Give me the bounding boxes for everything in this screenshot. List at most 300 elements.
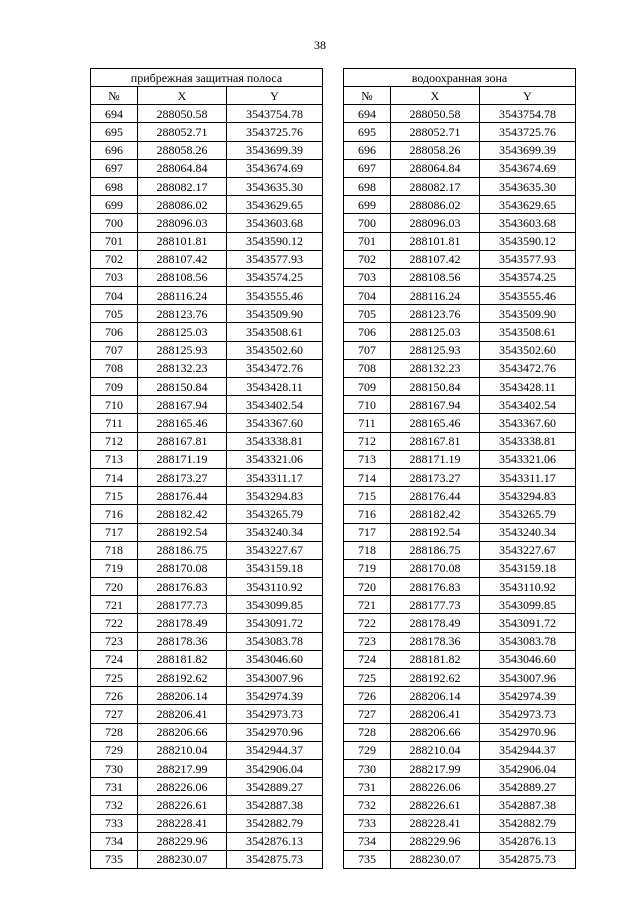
point-number-cell: 728 bbox=[344, 723, 391, 741]
table-row bbox=[344, 578, 576, 596]
table-row bbox=[91, 123, 323, 141]
point-number-cell: 699 bbox=[91, 196, 138, 214]
point-number-cell: 735 bbox=[91, 850, 138, 868]
table-row bbox=[344, 832, 576, 850]
table-row bbox=[91, 705, 323, 723]
point-number-cell: 705 bbox=[91, 305, 138, 323]
table-row bbox=[344, 632, 576, 650]
y-coordinate-cell: 3542887.38 bbox=[227, 796, 323, 814]
x-coordinate-cell: 288206.41 bbox=[138, 705, 227, 723]
x-coordinate-cell: 288181.82 bbox=[138, 650, 227, 668]
table-row bbox=[91, 523, 323, 541]
y-coordinate-cell: 3543091.72 bbox=[227, 614, 323, 632]
x-coordinate-cell: 288165.46 bbox=[138, 414, 227, 432]
point-number-cell: 703 bbox=[344, 268, 391, 286]
point-number-cell: 698 bbox=[344, 177, 391, 195]
table-row bbox=[344, 432, 576, 450]
point-number-cell: 730 bbox=[91, 759, 138, 777]
point-number-cell: 695 bbox=[344, 123, 391, 141]
y-coordinate-cell: 3543311.17 bbox=[480, 468, 576, 486]
x-coordinate-cell: 288229.96 bbox=[138, 832, 227, 850]
x-coordinate-cell: 288101.81 bbox=[138, 232, 227, 250]
table-row bbox=[91, 232, 323, 250]
table-row bbox=[344, 778, 576, 796]
y-coordinate-cell: 3543367.60 bbox=[480, 414, 576, 432]
point-number-cell: 735 bbox=[344, 850, 391, 868]
x-coordinate-cell: 288192.62 bbox=[138, 669, 227, 687]
x-coordinate-cell: 288192.54 bbox=[391, 523, 480, 541]
page-number: 38 bbox=[314, 38, 326, 52]
x-coordinate-cell: 288125.93 bbox=[138, 341, 227, 359]
y-coordinate-cell: 3542889.27 bbox=[480, 778, 576, 796]
y-coordinate-cell: 3543574.25 bbox=[480, 268, 576, 286]
y-coordinate-cell: 3543555.46 bbox=[480, 287, 576, 305]
y-coordinate-cell: 3542876.13 bbox=[227, 832, 323, 850]
table-row bbox=[91, 159, 323, 177]
x-coordinate-cell: 288178.36 bbox=[391, 632, 480, 650]
table-row bbox=[91, 450, 323, 468]
table-row bbox=[344, 414, 576, 432]
x-coordinate-cell: 288182.42 bbox=[391, 505, 480, 523]
point-number-cell: 707 bbox=[91, 341, 138, 359]
y-coordinate-cell: 3543402.54 bbox=[480, 396, 576, 414]
y-coordinate-cell: 3543577.93 bbox=[227, 250, 323, 268]
table-row bbox=[344, 687, 576, 705]
table-row bbox=[91, 832, 323, 850]
y-coordinate-cell: 3543674.69 bbox=[480, 159, 576, 177]
point-number-cell: 707 bbox=[344, 341, 391, 359]
point-number-cell: 722 bbox=[344, 614, 391, 632]
table-row bbox=[91, 396, 323, 414]
x-coordinate-cell: 288116.24 bbox=[138, 287, 227, 305]
y-coordinate-cell: 3543577.93 bbox=[480, 250, 576, 268]
water-protection-zone-table bbox=[343, 68, 576, 869]
x-coordinate-cell: 288206.66 bbox=[391, 723, 480, 741]
table-title: водоохранная зона bbox=[344, 69, 576, 87]
y-coordinate-cell: 3543502.60 bbox=[480, 341, 576, 359]
point-number-cell: 730 bbox=[344, 759, 391, 777]
point-number-cell: 694 bbox=[91, 105, 138, 123]
x-coordinate-cell: 288052.71 bbox=[391, 123, 480, 141]
x-coordinate-cell: 288123.76 bbox=[138, 305, 227, 323]
x-coordinate-cell: 288123.76 bbox=[391, 305, 480, 323]
y-coordinate-cell: 3543629.65 bbox=[227, 196, 323, 214]
table-row bbox=[91, 287, 323, 305]
y-coordinate-cell: 3542882.79 bbox=[227, 814, 323, 832]
y-coordinate-cell: 3543699.39 bbox=[227, 141, 323, 159]
table-row bbox=[344, 378, 576, 396]
table-row bbox=[344, 232, 576, 250]
x-coordinate-cell: 288058.26 bbox=[391, 141, 480, 159]
y-coordinate-cell: 3543007.96 bbox=[227, 669, 323, 687]
point-number-cell: 720 bbox=[344, 578, 391, 596]
x-coordinate-cell: 288096.03 bbox=[391, 214, 480, 232]
point-number-cell: 718 bbox=[91, 541, 138, 559]
table-row bbox=[91, 723, 323, 741]
table-row bbox=[91, 105, 323, 123]
table-row bbox=[344, 287, 576, 305]
y-coordinate-cell: 3543227.67 bbox=[480, 541, 576, 559]
y-coordinate-cell: 3543509.90 bbox=[227, 305, 323, 323]
x-coordinate-cell: 288206.14 bbox=[138, 687, 227, 705]
point-number-cell: 722 bbox=[91, 614, 138, 632]
x-coordinate-cell: 288108.56 bbox=[391, 268, 480, 286]
x-coordinate-cell: 288206.41 bbox=[391, 705, 480, 723]
point-number-cell: 731 bbox=[91, 778, 138, 796]
x-coordinate-cell: 288125.93 bbox=[391, 341, 480, 359]
x-coordinate-cell: 288101.81 bbox=[391, 232, 480, 250]
y-coordinate-cell: 3542889.27 bbox=[227, 778, 323, 796]
point-number-cell: 709 bbox=[91, 378, 138, 396]
x-coordinate-cell: 288217.99 bbox=[138, 759, 227, 777]
column-header-number: № bbox=[91, 87, 138, 105]
table-row bbox=[344, 359, 576, 377]
table-row bbox=[91, 141, 323, 159]
point-number-cell: 696 bbox=[344, 141, 391, 159]
x-coordinate-cell: 288182.42 bbox=[138, 505, 227, 523]
y-coordinate-cell: 3543099.85 bbox=[480, 596, 576, 614]
point-number-cell: 706 bbox=[91, 323, 138, 341]
x-coordinate-cell: 288150.84 bbox=[391, 378, 480, 396]
x-coordinate-cell: 288052.71 bbox=[138, 123, 227, 141]
x-coordinate-cell: 288226.61 bbox=[391, 796, 480, 814]
y-coordinate-cell: 3543046.60 bbox=[480, 650, 576, 668]
y-coordinate-cell: 3543099.85 bbox=[227, 596, 323, 614]
point-number-cell: 697 bbox=[344, 159, 391, 177]
x-coordinate-cell: 288171.19 bbox=[138, 450, 227, 468]
y-coordinate-cell: 3543321.06 bbox=[227, 450, 323, 468]
point-number-cell: 714 bbox=[344, 468, 391, 486]
y-coordinate-cell: 3543110.92 bbox=[227, 578, 323, 596]
point-number-cell: 712 bbox=[344, 432, 391, 450]
y-coordinate-cell: 3543635.30 bbox=[480, 177, 576, 195]
table-row bbox=[91, 741, 323, 759]
coastal-protection-strip-table bbox=[90, 68, 323, 869]
x-coordinate-cell: 288178.49 bbox=[391, 614, 480, 632]
table-row bbox=[91, 196, 323, 214]
point-number-cell: 715 bbox=[344, 487, 391, 505]
y-coordinate-cell: 3542875.73 bbox=[480, 850, 576, 868]
y-coordinate-cell: 3542876.13 bbox=[480, 832, 576, 850]
table-row bbox=[344, 759, 576, 777]
y-coordinate-cell: 3542974.39 bbox=[480, 687, 576, 705]
table-row bbox=[344, 250, 576, 268]
x-coordinate-cell: 288226.06 bbox=[391, 778, 480, 796]
point-number-cell: 708 bbox=[344, 359, 391, 377]
table-row bbox=[91, 214, 323, 232]
table-row bbox=[344, 614, 576, 632]
table-row bbox=[91, 596, 323, 614]
y-coordinate-cell: 3543265.79 bbox=[480, 505, 576, 523]
point-number-cell: 717 bbox=[91, 523, 138, 541]
y-coordinate-cell: 3542882.79 bbox=[480, 814, 576, 832]
y-coordinate-cell: 3542944.37 bbox=[480, 741, 576, 759]
y-coordinate-cell: 3542906.04 bbox=[480, 759, 576, 777]
y-coordinate-cell: 3543007.96 bbox=[480, 669, 576, 687]
point-number-cell: 723 bbox=[91, 632, 138, 650]
table-row bbox=[91, 796, 323, 814]
point-number-cell: 734 bbox=[344, 832, 391, 850]
point-number-cell: 716 bbox=[344, 505, 391, 523]
y-coordinate-cell: 3542906.04 bbox=[227, 759, 323, 777]
y-coordinate-cell: 3543110.92 bbox=[480, 578, 576, 596]
table-row bbox=[344, 341, 576, 359]
point-number-cell: 717 bbox=[344, 523, 391, 541]
y-coordinate-cell: 3542970.96 bbox=[227, 723, 323, 741]
table-row bbox=[91, 487, 323, 505]
x-coordinate-cell: 288229.96 bbox=[391, 832, 480, 850]
x-coordinate-cell: 288170.08 bbox=[138, 559, 227, 577]
x-coordinate-cell: 288064.84 bbox=[138, 159, 227, 177]
point-number-cell: 724 bbox=[344, 650, 391, 668]
x-coordinate-cell: 288107.42 bbox=[391, 250, 480, 268]
y-coordinate-cell: 3543428.11 bbox=[480, 378, 576, 396]
table-title: прибрежная защитная полоса bbox=[91, 69, 323, 87]
y-coordinate-cell: 3543754.78 bbox=[227, 105, 323, 123]
table-row bbox=[344, 177, 576, 195]
x-coordinate-cell: 288132.23 bbox=[138, 359, 227, 377]
x-coordinate-cell: 288086.02 bbox=[138, 196, 227, 214]
point-number-cell: 727 bbox=[344, 705, 391, 723]
point-number-cell: 702 bbox=[91, 250, 138, 268]
point-number-cell: 729 bbox=[344, 741, 391, 759]
y-coordinate-cell: 3542973.73 bbox=[227, 705, 323, 723]
x-coordinate-cell: 288086.02 bbox=[391, 196, 480, 214]
table-row bbox=[344, 523, 576, 541]
y-coordinate-cell: 3543159.18 bbox=[480, 559, 576, 577]
y-coordinate-cell: 3543428.11 bbox=[227, 378, 323, 396]
x-coordinate-cell: 288125.03 bbox=[138, 323, 227, 341]
point-number-cell: 727 bbox=[91, 705, 138, 723]
x-coordinate-cell: 288186.75 bbox=[391, 541, 480, 559]
point-number-cell: 719 bbox=[91, 559, 138, 577]
y-coordinate-cell: 3543574.25 bbox=[227, 268, 323, 286]
y-coordinate-cell: 3543508.61 bbox=[480, 323, 576, 341]
table-row bbox=[344, 505, 576, 523]
x-coordinate-cell: 288107.42 bbox=[138, 250, 227, 268]
x-coordinate-cell: 288228.41 bbox=[138, 814, 227, 832]
y-coordinate-cell: 3543294.83 bbox=[480, 487, 576, 505]
point-number-cell: 703 bbox=[91, 268, 138, 286]
x-coordinate-cell: 288108.56 bbox=[138, 268, 227, 286]
x-coordinate-cell: 288176.44 bbox=[391, 487, 480, 505]
point-number-cell: 700 bbox=[91, 214, 138, 232]
y-coordinate-cell: 3543508.61 bbox=[227, 323, 323, 341]
y-coordinate-cell: 3543555.46 bbox=[227, 287, 323, 305]
table-row bbox=[344, 468, 576, 486]
point-number-cell: 711 bbox=[344, 414, 391, 432]
table-row bbox=[91, 669, 323, 687]
point-number-cell: 732 bbox=[91, 796, 138, 814]
x-coordinate-cell: 288116.24 bbox=[391, 287, 480, 305]
y-coordinate-cell: 3543590.12 bbox=[480, 232, 576, 250]
point-number-cell: 712 bbox=[91, 432, 138, 450]
table-row bbox=[91, 378, 323, 396]
point-number-cell: 720 bbox=[91, 578, 138, 596]
x-coordinate-cell: 288210.04 bbox=[138, 741, 227, 759]
table-row bbox=[91, 541, 323, 559]
point-number-cell: 732 bbox=[344, 796, 391, 814]
point-number-cell: 731 bbox=[344, 778, 391, 796]
y-coordinate-cell: 3543674.69 bbox=[227, 159, 323, 177]
y-coordinate-cell: 3543502.60 bbox=[227, 341, 323, 359]
column-header-y: Y bbox=[227, 87, 323, 105]
table-row bbox=[91, 505, 323, 523]
x-coordinate-cell: 288050.58 bbox=[138, 105, 227, 123]
x-coordinate-cell: 288167.81 bbox=[391, 432, 480, 450]
x-coordinate-cell: 288171.19 bbox=[391, 450, 480, 468]
table-row bbox=[91, 250, 323, 268]
point-number-cell: 714 bbox=[91, 468, 138, 486]
x-coordinate-cell: 288217.99 bbox=[391, 759, 480, 777]
table-row bbox=[344, 541, 576, 559]
y-coordinate-cell: 3543725.76 bbox=[227, 123, 323, 141]
x-coordinate-cell: 288165.46 bbox=[391, 414, 480, 432]
column-header-x: X bbox=[138, 87, 227, 105]
point-number-cell: 726 bbox=[91, 687, 138, 705]
point-number-cell: 713 bbox=[344, 450, 391, 468]
point-number-cell: 710 bbox=[91, 396, 138, 414]
point-number-cell: 699 bbox=[344, 196, 391, 214]
x-coordinate-cell: 288170.08 bbox=[391, 559, 480, 577]
point-number-cell: 721 bbox=[91, 596, 138, 614]
table-row bbox=[344, 814, 576, 832]
y-coordinate-cell: 3543629.65 bbox=[480, 196, 576, 214]
table-row bbox=[344, 159, 576, 177]
y-coordinate-cell: 3543046.60 bbox=[227, 650, 323, 668]
table-row bbox=[344, 141, 576, 159]
x-coordinate-cell: 288192.54 bbox=[138, 523, 227, 541]
table-row bbox=[91, 614, 323, 632]
y-coordinate-cell: 3543725.76 bbox=[480, 123, 576, 141]
point-number-cell: 698 bbox=[91, 177, 138, 195]
y-coordinate-cell: 3543402.54 bbox=[227, 396, 323, 414]
point-number-cell: 701 bbox=[344, 232, 391, 250]
table-row bbox=[344, 268, 576, 286]
point-number-cell: 733 bbox=[344, 814, 391, 832]
table-row bbox=[91, 414, 323, 432]
point-number-cell: 700 bbox=[344, 214, 391, 232]
table-row bbox=[344, 450, 576, 468]
y-coordinate-cell: 3542875.73 bbox=[227, 850, 323, 868]
y-coordinate-cell: 3543754.78 bbox=[480, 105, 576, 123]
table-row bbox=[344, 850, 576, 868]
point-number-cell: 706 bbox=[344, 323, 391, 341]
column-header-number: № bbox=[344, 87, 391, 105]
point-number-cell: 729 bbox=[91, 741, 138, 759]
y-coordinate-cell: 3542887.38 bbox=[480, 796, 576, 814]
x-coordinate-cell: 288181.82 bbox=[391, 650, 480, 668]
x-coordinate-cell: 288176.83 bbox=[391, 578, 480, 596]
x-coordinate-cell: 288178.36 bbox=[138, 632, 227, 650]
point-number-cell: 721 bbox=[344, 596, 391, 614]
x-coordinate-cell: 288192.62 bbox=[391, 669, 480, 687]
table-row bbox=[91, 268, 323, 286]
table-row bbox=[91, 432, 323, 450]
x-coordinate-cell: 288228.41 bbox=[391, 814, 480, 832]
y-coordinate-cell: 3542973.73 bbox=[480, 705, 576, 723]
x-coordinate-cell: 288176.83 bbox=[138, 578, 227, 596]
x-coordinate-cell: 288150.84 bbox=[138, 378, 227, 396]
point-number-cell: 705 bbox=[344, 305, 391, 323]
x-coordinate-cell: 288206.14 bbox=[391, 687, 480, 705]
y-coordinate-cell: 3542974.39 bbox=[227, 687, 323, 705]
table-row bbox=[344, 650, 576, 668]
x-coordinate-cell: 288125.03 bbox=[391, 323, 480, 341]
table-row bbox=[91, 759, 323, 777]
x-coordinate-cell: 288178.49 bbox=[138, 614, 227, 632]
y-coordinate-cell: 3543321.06 bbox=[480, 450, 576, 468]
table-row bbox=[344, 214, 576, 232]
table-row bbox=[344, 596, 576, 614]
y-coordinate-cell: 3543311.17 bbox=[227, 468, 323, 486]
y-coordinate-cell: 3543091.72 bbox=[480, 614, 576, 632]
table-row bbox=[344, 105, 576, 123]
point-number-cell: 694 bbox=[344, 105, 391, 123]
x-coordinate-cell: 288173.27 bbox=[138, 468, 227, 486]
point-number-cell: 725 bbox=[344, 669, 391, 687]
y-coordinate-cell: 3542944.37 bbox=[227, 741, 323, 759]
point-number-cell: 724 bbox=[91, 650, 138, 668]
point-number-cell: 719 bbox=[344, 559, 391, 577]
x-coordinate-cell: 288167.94 bbox=[138, 396, 227, 414]
column-header-y: Y bbox=[480, 87, 576, 105]
table-row bbox=[344, 705, 576, 723]
table-row bbox=[344, 196, 576, 214]
point-number-cell: 704 bbox=[344, 287, 391, 305]
point-number-cell: 716 bbox=[91, 505, 138, 523]
point-number-cell: 696 bbox=[91, 141, 138, 159]
table-row bbox=[91, 850, 323, 868]
y-coordinate-cell: 3543590.12 bbox=[227, 232, 323, 250]
x-coordinate-cell: 288082.17 bbox=[391, 177, 480, 195]
point-number-cell: 728 bbox=[91, 723, 138, 741]
y-coordinate-cell: 3543159.18 bbox=[227, 559, 323, 577]
x-coordinate-cell: 288230.07 bbox=[391, 850, 480, 868]
x-coordinate-cell: 288176.44 bbox=[138, 487, 227, 505]
y-coordinate-cell: 3543472.76 bbox=[480, 359, 576, 377]
x-coordinate-cell: 288173.27 bbox=[391, 468, 480, 486]
x-coordinate-cell: 288230.07 bbox=[138, 850, 227, 868]
column-header-x: X bbox=[391, 87, 480, 105]
y-coordinate-cell: 3543603.68 bbox=[480, 214, 576, 232]
x-coordinate-cell: 288167.94 bbox=[391, 396, 480, 414]
x-coordinate-cell: 288206.66 bbox=[138, 723, 227, 741]
point-number-cell: 713 bbox=[91, 450, 138, 468]
y-coordinate-cell: 3543227.67 bbox=[227, 541, 323, 559]
x-coordinate-cell: 288167.81 bbox=[138, 432, 227, 450]
point-number-cell: 733 bbox=[91, 814, 138, 832]
table-row bbox=[91, 578, 323, 596]
x-coordinate-cell: 288177.73 bbox=[391, 596, 480, 614]
x-coordinate-cell: 288058.26 bbox=[138, 141, 227, 159]
point-number-cell: 708 bbox=[91, 359, 138, 377]
table-row bbox=[91, 341, 323, 359]
table-row bbox=[344, 323, 576, 341]
table-row bbox=[91, 814, 323, 832]
x-coordinate-cell: 288210.04 bbox=[391, 741, 480, 759]
x-coordinate-cell: 288050.58 bbox=[391, 105, 480, 123]
table-row bbox=[344, 559, 576, 577]
y-coordinate-cell: 3543083.78 bbox=[480, 632, 576, 650]
x-coordinate-cell: 288082.17 bbox=[138, 177, 227, 195]
table-row bbox=[91, 632, 323, 650]
x-coordinate-cell: 288226.61 bbox=[138, 796, 227, 814]
y-coordinate-cell: 3543603.68 bbox=[227, 214, 323, 232]
table-row bbox=[91, 359, 323, 377]
point-number-cell: 697 bbox=[91, 159, 138, 177]
y-coordinate-cell: 3543635.30 bbox=[227, 177, 323, 195]
